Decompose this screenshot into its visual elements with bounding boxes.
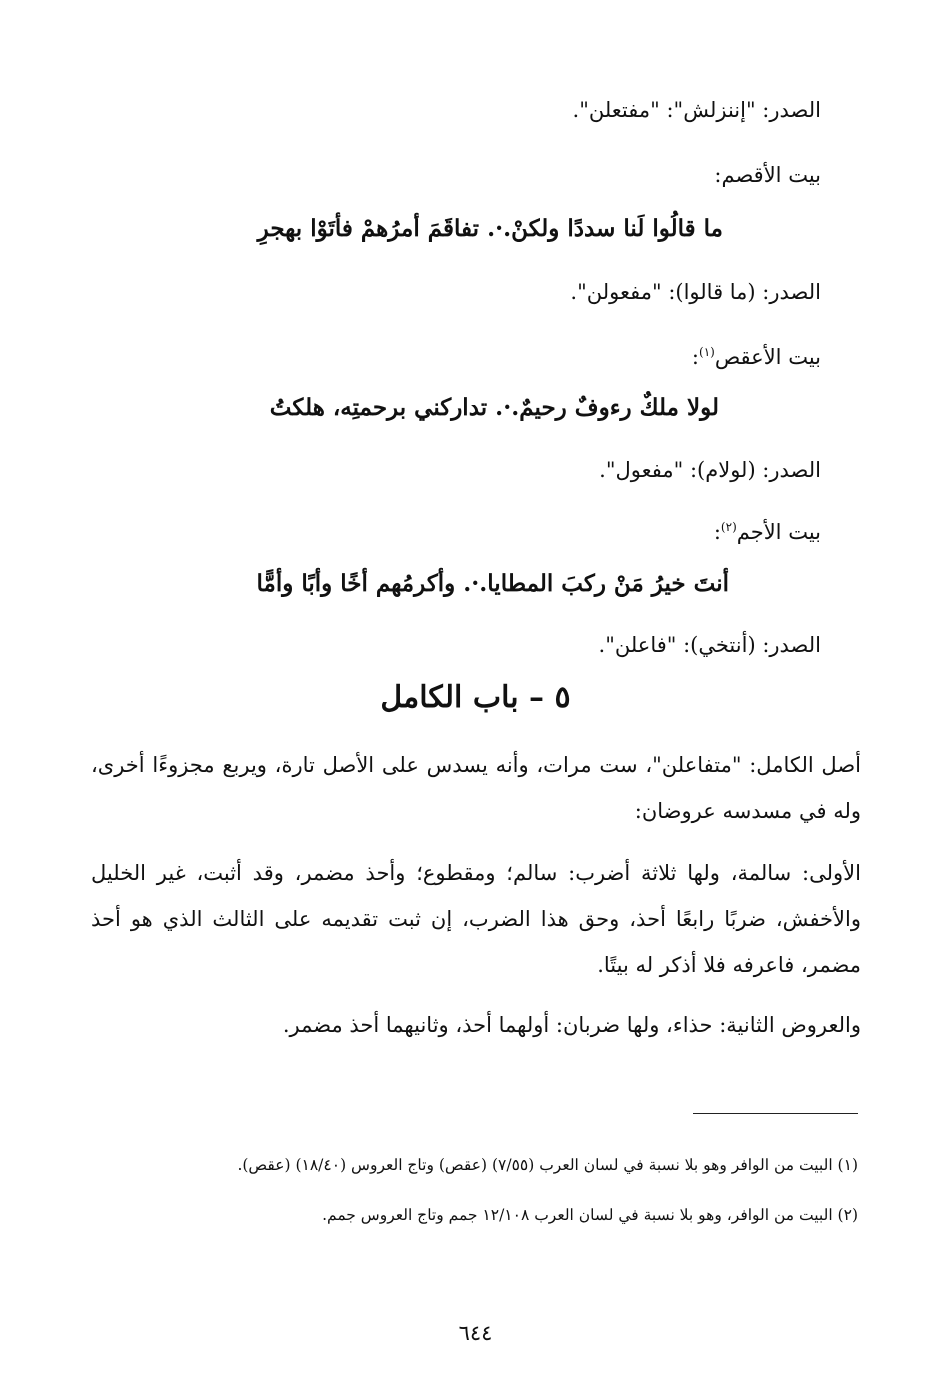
label-bayt-ajam-text: بيت الأجم — [736, 520, 821, 544]
label-bayt-ajam — [714, 512, 821, 547]
colon: : — [713, 520, 721, 544]
footnote-ref-2[interactable]: (٢) — [720, 520, 737, 534]
text-line-sadr-3: الصدر: (لولام): "مفعول". — [599, 458, 821, 482]
verse-1: ما قالُوا لَنا سددًا ولكنْ.·. تفاقَمَ أمرُهمْ فأتَوْا بهجرِ — [257, 215, 723, 242]
colon: : — [691, 345, 699, 369]
page-number: ٦٤٤ — [458, 1321, 493, 1345]
paragraph-2: الأولى: سالمة، ولها ثلاثة أضرب: سالم؛ ومقطوع؛ وأحذ مضمر، وقد أثبت، غير الخليل والأخفش، ضربًا رابعًا أحذ، وحق هذا الضرب، إن ثبت تقديمه على الثالث الذي هو أحذ مضمر، فاعرفه فلا أذكر له بيتًا. — [91, 861, 861, 977]
text-line-sadr-1: الصدر: "إننزلش": "مفتعلن". — [572, 98, 821, 122]
label-bayt-aqsam: بيت الأقصم: — [714, 163, 821, 187]
label-bayt-aqas — [692, 337, 821, 372]
verse-3: أنتَ خيرُ مَنْ ركبَ المطايا.·. وأكرمُهم أخًا وأبًا وأمًّا — [256, 570, 729, 597]
footnote-2: (٢) البيت من الوافر، وهو بلا نسبة في لسان العرب ١٢/١٠٨ جمم وتاج العروس جمم. — [322, 1206, 858, 1224]
footnote-divider — [693, 1113, 858, 1114]
footnote-1: (١) البيت من الوافر وهو بلا نسبة في لسان العرب (٧/٥٥) (عقص) وتاج العروس (١٨/٤٠) (عقص). — [237, 1156, 858, 1174]
paragraph-3: والعروض الثانية: حذاء، ولها ضربان: أولهما أحذ، وثانيهما أحذ مضمر. — [282, 1013, 861, 1037]
label-bayt-aqas-text: بيت الأعقص — [714, 345, 821, 369]
text-line-sadr-2: الصدر: (ما قالوا): "مفعولن". — [570, 280, 821, 304]
text-line-sadr-4: الصدر: (أنتخي): "فاعلن". — [598, 633, 821, 657]
paragraph-1: أصل الكامل: "متفاعلن"، ست مرات، وأنه يسدس على الأصل تارة، ويربع مجزوءًا أخرى، وله في مسدسه عروضان: — [91, 753, 861, 823]
verse-2: لولا ملكٌ رءوفٌ رحيمٌ.·. تداركني برحمتِه، هلكتُ — [269, 394, 719, 421]
section-heading: ٥ – باب الكامل — [380, 680, 571, 715]
footnote-ref-1[interactable]: (١) — [699, 345, 715, 359]
